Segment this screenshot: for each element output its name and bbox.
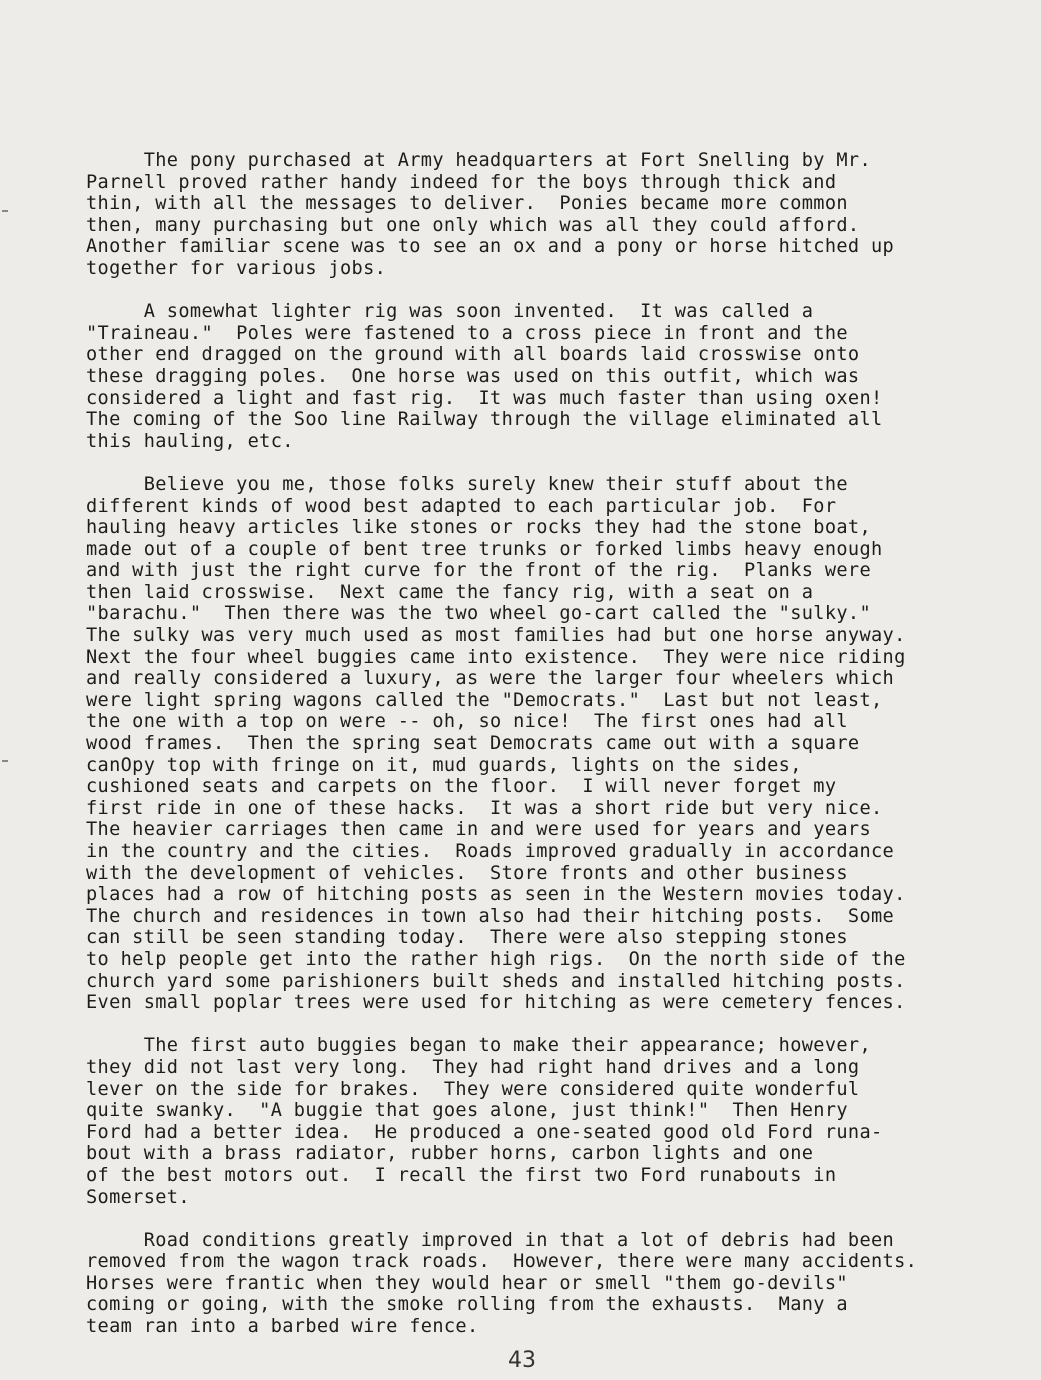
paragraph xyxy=(86,1230,1026,1338)
text-line: Even small poplar trees were used for hitching as were cemetery fences. xyxy=(86,992,906,1014)
paragraph xyxy=(86,301,1026,452)
text-line: then, many purchasing but one only which was all they could afford. xyxy=(86,214,860,236)
text-line: The heavier carriages then came in and were used for years and years xyxy=(86,819,872,841)
text-line: they did not last very long. They had right hand drives and a long xyxy=(86,1056,860,1078)
text-line: removed from the wagon track roads. However, there were many accidents. xyxy=(86,1251,918,1273)
text-line: wood frames. Then the spring seat Democrats came out with a square xyxy=(86,733,860,755)
text-line: canOpy top with fringe on it, mud guards, lights on the sides, xyxy=(86,754,802,776)
text-line: Parnell proved rather handy indeed for the boys through thick and xyxy=(86,171,837,193)
text-line: quite swanky. "A buggie that goes alone, just think!" Then Henry xyxy=(86,1100,848,1122)
text-line: with the development of vehicles. Store fronts and other business xyxy=(86,862,848,884)
text-line: Somerset. xyxy=(86,1186,190,1208)
paragraph xyxy=(86,474,1026,1014)
text-line: cushioned seats and carpets on the floor. I will never forget my xyxy=(86,776,837,798)
text-line: then laid crosswise. Next came the fancy rig, with a seat on a xyxy=(86,581,814,603)
text-line: Believe you me, those folks surely knew their stuff about the xyxy=(86,473,848,495)
text-line: Another familiar scene was to see an ox and a pony or horse hitched up xyxy=(86,236,895,258)
text-line: The coming of the Soo line Railway through the village eliminated all xyxy=(86,409,883,431)
text-line: Road conditions greatly improved in that a lot of debris had been xyxy=(86,1229,895,1251)
text-line: were light spring wagons called the "Democrats." Last but not least, xyxy=(86,689,883,711)
text-line: team ran into a barbed wire fence. xyxy=(86,1316,479,1338)
text-line: church yard some parishioners built sheds and installed hitching posts. xyxy=(86,970,906,992)
text-line: the one with a top on were -- oh, so nice! The first ones had all xyxy=(86,711,848,733)
text-line: these dragging poles. One horse was used on this outfit, which was xyxy=(86,365,860,387)
text-line: coming or going, with the smoke rolling from the exhausts. Many a xyxy=(86,1294,848,1316)
text-line: A somewhat lighter rig was soon invented. It was called a xyxy=(86,301,814,323)
paragraph xyxy=(86,150,1026,280)
text-line: can still be seen standing today. There were also stepping stones xyxy=(86,927,848,949)
text-line: and really considered a luxury, as were the larger four wheelers which xyxy=(86,668,895,690)
text-line: hauling heavy articles like stones or rocks they had the stone boat, xyxy=(86,517,872,539)
text-line: and with just the right curve for the front of the rig. Planks were xyxy=(86,560,872,582)
text-line: thin, with all the messages to deliver. Ponies became more common xyxy=(86,193,848,215)
text-line: lever on the side for brakes. They were considered quite wonderful xyxy=(86,1078,860,1100)
text-line: "Traineau." Poles were fastened to a cross piece in front and the xyxy=(86,322,848,344)
text-line: Next the four wheel buggies came into existence. They were nice riding xyxy=(86,646,906,668)
text-line: together for various jobs. xyxy=(86,257,387,279)
margin-mark xyxy=(2,760,8,762)
text-line: The first auto buggies began to make their appearance; however, xyxy=(86,1035,872,1057)
text-line: Ford had a better idea. He produced a one-seated good old Ford runa- xyxy=(86,1121,883,1143)
text-line: considered a light and fast rig. It was much faster than using oxen! xyxy=(86,387,883,409)
text-line: The sulky was very much used as most families had but one horse anyway. xyxy=(86,625,906,647)
paragraph xyxy=(86,1035,1026,1208)
body-text xyxy=(86,150,1026,1359)
text-line: The pony purchased at Army headquarters at Fort Snelling by Mr. xyxy=(86,150,872,171)
text-line: in the country and the cities. Roads improved gradually in accordance xyxy=(86,841,895,862)
text-line: first ride in one of these hacks. It was a short ride but very nice. xyxy=(86,797,883,819)
text-line: different kinds of wood best adapted to each particular job. For xyxy=(86,495,837,517)
text-line: to help people get into the rather high rigs. On the north side of the xyxy=(86,948,906,970)
text-line: made out of a couple of bent tree trunks or forked limbs heavy enough xyxy=(86,538,883,560)
text-line: "barachu." Then there was the two wheel go-cart called the "sulky." xyxy=(86,603,872,625)
text-line: The church and residences in town also had their hitching posts. Some xyxy=(86,905,895,927)
page-number: 43 xyxy=(508,1348,536,1373)
margin-mark xyxy=(2,210,8,212)
text-line: other end dragged on the ground with all boards laid crosswise onto xyxy=(86,344,860,366)
text-line: bout with a brass radiator, rubber horns, carbon lights and one xyxy=(86,1143,814,1165)
text-line: of the best motors out. I recall the first two Ford runabouts in xyxy=(86,1164,837,1186)
text-line: this hauling, etc. xyxy=(86,430,294,452)
text-line: places had a row of hitching posts as seen in the Western movies today. xyxy=(86,884,906,906)
text-line: Horses were frantic when they would hear or smell "them go-devils" xyxy=(86,1272,848,1294)
